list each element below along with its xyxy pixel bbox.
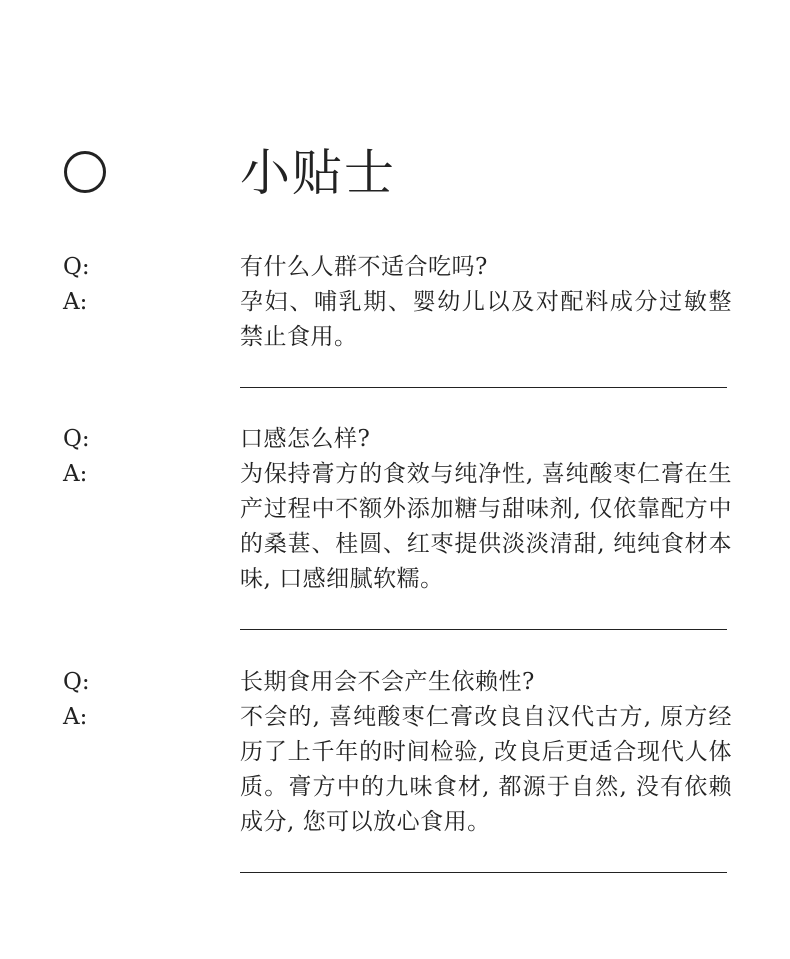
answer-row [0, 700, 790, 840]
answer-label: A: [63, 461, 88, 487]
answer-row [0, 457, 790, 597]
faq-item-1 [0, 250, 790, 355]
divider [240, 872, 727, 873]
question-text: 口感怎么样? [240, 426, 371, 452]
page-title: 小贴士 [240, 144, 396, 202]
faq-item-3 [0, 665, 790, 840]
question-row [0, 422, 790, 457]
question-label: Q: [63, 669, 90, 695]
answer-label: A: [63, 289, 88, 315]
question-row [0, 665, 790, 700]
answer-text: 不会的, 喜纯酸枣仁膏改良自汉代古方, 原方经历了上千年的时间检验, 改良后更适合现代人体质。膏方中的九味食材, 都源于自然, 没有依赖成分, 您可以放心食用。 [240, 704, 732, 835]
divider [240, 629, 727, 630]
answer-text: 为保持膏方的食效与纯净性, 喜纯酸枣仁膏在生产过程中不额外添加糖与甜味剂, 仅依靠配方中的桑葚、桂圆、红枣提供淡淡清甜, 纯纯食材本味, 口感细腻软糯。 [240, 461, 732, 592]
faq-item-2 [0, 422, 790, 597]
circle-icon [64, 151, 106, 193]
question-text: 有什么人群不适合吃吗? [240, 254, 488, 280]
divider [240, 387, 727, 388]
question-label: Q: [63, 426, 90, 452]
answer-text: 孕妇、哺乳期、婴幼儿以及对配料成分过敏整禁止食用。 [240, 289, 732, 350]
answer-row [0, 285, 790, 355]
question-label: Q: [63, 254, 90, 280]
question-row [0, 250, 790, 285]
answer-label: A: [63, 704, 88, 730]
question-text: 长期食用会不会产生依赖性? [240, 669, 535, 695]
